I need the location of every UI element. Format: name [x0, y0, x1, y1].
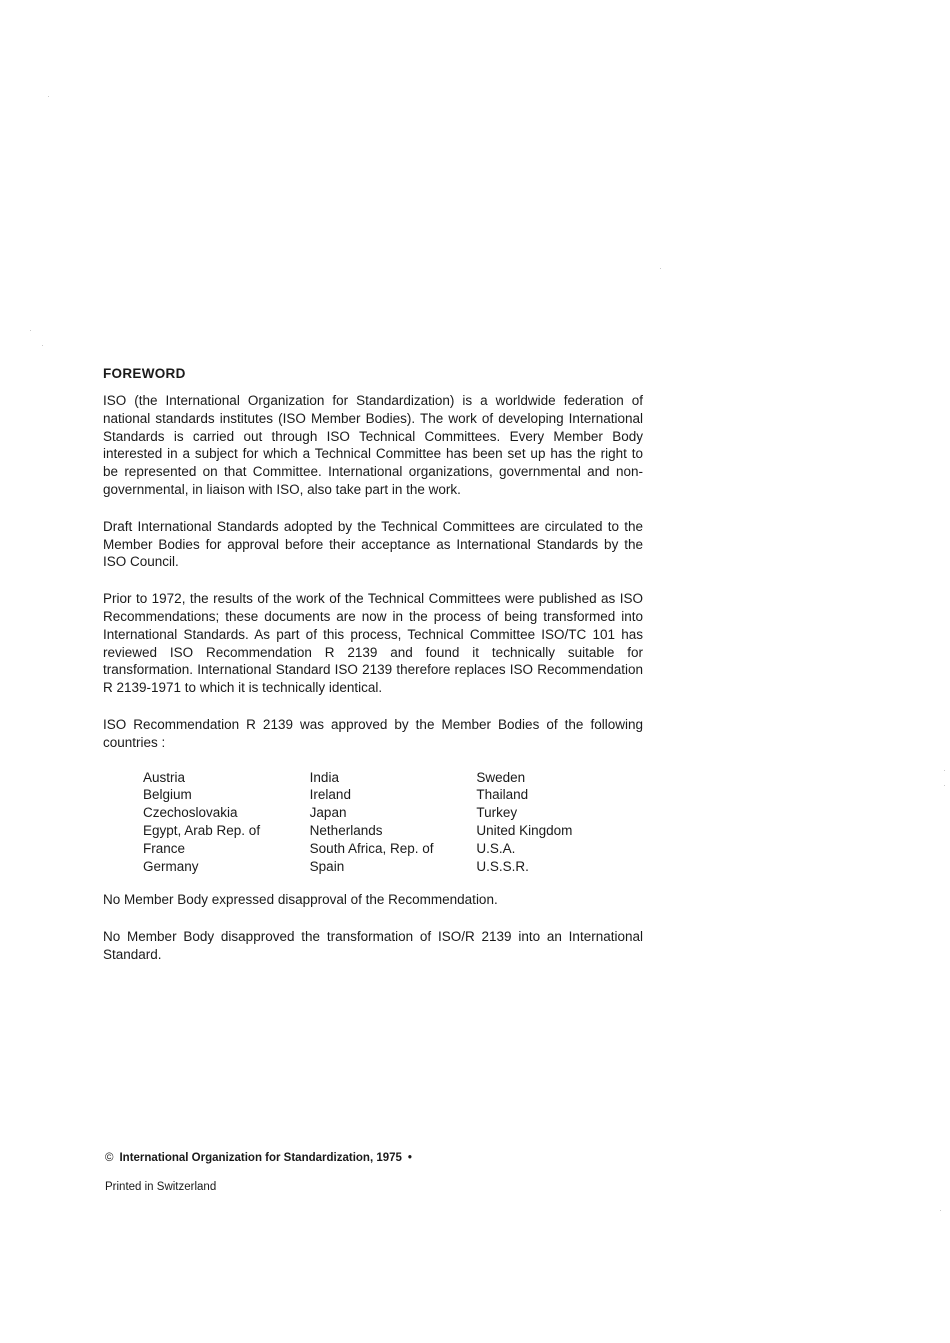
country-item: Japan	[309, 805, 347, 821]
country-item: Ireland	[309, 787, 351, 803]
country-item: India	[309, 769, 339, 785]
copyright-text: International Organization for Standardization, 1975	[119, 1152, 402, 1164]
scan-speck	[42, 345, 43, 346]
copyright-line	[105, 1152, 412, 1164]
country-item: Turkey	[476, 805, 518, 821]
foreword-heading: FOREWORD	[103, 366, 186, 381]
country-item: Austria	[143, 769, 186, 785]
country-item: Czechoslovakia	[143, 805, 238, 821]
foreword-paragraph-2: Draft International Standards adopted by the Technical Committees are circulated to the Member Bodies for approval before their acceptance as International Standards by the ISO Council.	[103, 518, 643, 570]
scan-speck	[944, 770, 945, 771]
country-item: Egypt, Arab Rep. of	[143, 822, 261, 838]
country-item: South Africa, Rep. of	[309, 840, 434, 856]
country-item: United Kingdom	[476, 822, 573, 838]
foreword-section	[103, 366, 643, 983]
scan-speck	[660, 268, 661, 269]
closing-paragraph-1: No Member Body expressed disapproval of the Recommendation.	[103, 892, 498, 908]
country-column-2	[310, 769, 477, 876]
country-item: Spain	[309, 858, 345, 874]
bullet-icon: •	[407, 1152, 412, 1164]
foreword-paragraph-1: ISO (the International Organization for Standardization) is a worldwide federation of national standards institutes (ISO Member Bodies). The work of developing International Standards is carried out through ISO Technical Committees. Every Member Body interested in a subject for which a Technical Committee has been set up has the right to be represented on that Committee. International organizations, governmental and non-governmental, in liaison with ISO, also take part in the work.	[103, 393, 643, 497]
copyright-icon: ©	[105, 1152, 114, 1164]
country-item: U.S.A.	[476, 840, 516, 856]
country-item: Germany	[143, 858, 199, 874]
country-item: Thailand	[476, 787, 529, 803]
country-item: Belgium	[143, 787, 192, 803]
printed-in: Printed in Switzerland	[105, 1181, 217, 1193]
scan-speck	[940, 1210, 941, 1211]
country-list	[143, 769, 643, 876]
country-item: Netherlands	[309, 822, 383, 838]
country-item: Sweden	[476, 769, 526, 785]
scan-speck	[48, 96, 49, 97]
foreword-paragraph-4: ISO Recommendation R 2139 was approved by the Member Bodies of the following countries :	[103, 716, 643, 750]
country-column-1	[143, 769, 310, 876]
country-column-3	[476, 769, 643, 876]
foreword-paragraph-3: Prior to 1972, the results of the work of the Technical Committees were published as ISO Recommendations; these documents are now in the process of being transformed into International Standards. As part of this process, Technical Committee ISO/TC 101 has reviewed ISO Recommendation R 2139 and found it technically suitable for transformation. International Standard ISO 2139 therefore replaces ISO Recommendation R 2139-1971 to which it is technically identical.	[103, 591, 643, 696]
country-item: France	[143, 840, 186, 856]
closing-paragraph-2: No Member Body disapproved the transformation of ISO/R 2139 into an International Standard.	[103, 929, 643, 962]
scan-speck	[30, 330, 31, 331]
scan-speck	[944, 785, 945, 786]
country-item: U.S.S.R.	[476, 858, 529, 874]
